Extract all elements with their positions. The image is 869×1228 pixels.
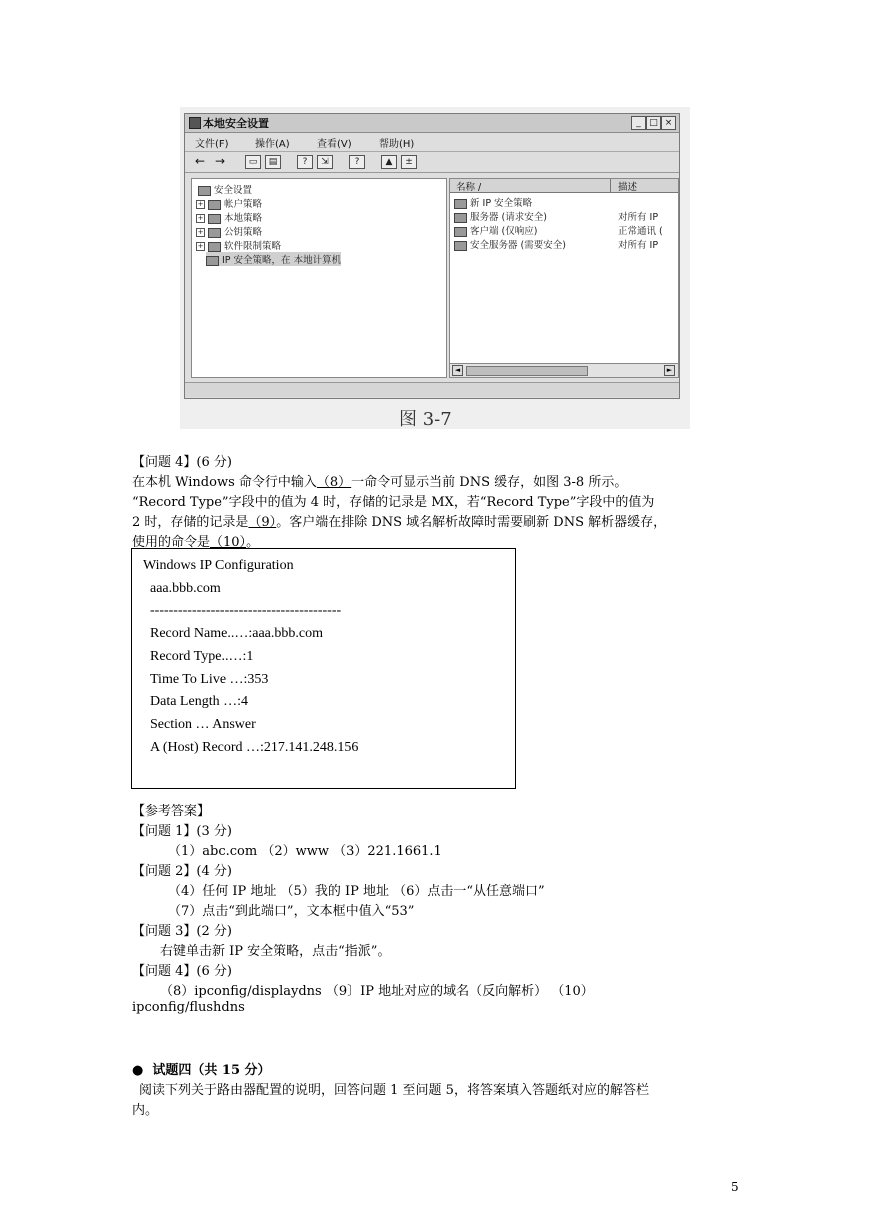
tree-item-ip-security[interactable]: IP 安全策略，在 本地计算机 <box>206 252 341 266</box>
q4-line-4: 使用的命令是（10）。 <box>132 535 260 550</box>
policy-icon <box>454 199 467 209</box>
section-heading <box>132 1059 271 1078</box>
policy-list-pane <box>449 178 679 378</box>
local-security-settings-window <box>184 113 680 399</box>
menu-file[interactable]: 文件(F) <box>195 139 229 150</box>
security-settings-icon <box>189 117 201 129</box>
answer-q2-heading: 【问题 2】(4 分) <box>132 864 232 879</box>
answer-q3-heading: 【问题 3】(2 分) <box>132 924 232 939</box>
menu-action[interactable]: 操作(A) <box>255 139 290 150</box>
section-text-line-2: 内。 <box>132 1103 159 1118</box>
add-policy-icon[interactable]: ▲ <box>381 155 397 169</box>
folder-icon <box>208 228 221 238</box>
dns-separator: ----------------------------------------- <box>150 603 342 618</box>
section-title: 试题四（共 15 分） <box>152 1063 271 1078</box>
column-divider[interactable] <box>610 179 611 192</box>
maximize-button[interactable]: □ <box>646 116 661 130</box>
show-tree-icon[interactable]: ▤ <box>265 155 281 169</box>
status-bar <box>185 382 679 397</box>
menu-help[interactable]: 帮助(H) <box>379 139 415 150</box>
toolbar <box>185 152 679 173</box>
answer-q4-line-1: （8）ipconfig/displaydns （9〕IP 地址对应的域名（反向解析） （10） <box>160 984 594 999</box>
folder-icon <box>208 200 221 210</box>
page-number: 5 <box>731 1180 739 1194</box>
dns-line: Data Length …:4 <box>150 694 248 709</box>
list-item-desc: 正常通讯 ( <box>618 226 663 237</box>
answer-q4-heading: 【问题 4】(6 分) <box>132 964 232 979</box>
list-item[interactable]: 安全服务器 (需要安全) <box>454 237 566 251</box>
up-folder-icon[interactable]: ▭ <box>245 155 261 169</box>
q4-line-2: “Record Type”字段中的值为 4 时，存储的记录是 MX，若“Record Type”字段中的值为 <box>132 495 655 510</box>
tree-root[interactable]: 安全设置 <box>198 182 252 196</box>
scroll-left-icon[interactable]: ◄ <box>452 365 463 376</box>
menu-view[interactable]: 查看(V) <box>317 139 352 150</box>
list-item[interactable]: 服务器 (请求安全) <box>454 209 547 223</box>
policy-icon <box>454 241 467 251</box>
dns-line: Record Name..…:aaa.bbb.com <box>150 626 323 641</box>
folder-icon <box>208 214 221 224</box>
dns-cache-output-box <box>131 548 516 789</box>
policy-icon <box>454 213 467 223</box>
scroll-right-icon[interactable]: ► <box>664 365 675 376</box>
answers-heading: 【参考答案】 <box>132 804 211 819</box>
window-titlebar <box>185 114 679 133</box>
list-item-desc: 对所有 IP <box>618 240 659 251</box>
policy-icon <box>454 227 467 237</box>
answer-q1-heading: 【问题 1】(3 分) <box>132 824 232 839</box>
expand-icon[interactable]: + <box>197 242 204 250</box>
answer-q4-line-2: ipconfig/flushdns <box>132 1000 245 1015</box>
tree-item-public-key-policy[interactable]: + 公钥策略 <box>197 227 263 238</box>
answer-q3: 右键单击新 IP 安全策略，点击“指派”。 <box>160 944 391 959</box>
menu-bar <box>185 133 679 152</box>
dns-line: Record Type..…:1 <box>150 649 254 664</box>
blank-8: （8） <box>316 475 352 490</box>
dns-line: Section … Answer <box>150 717 256 732</box>
column-description[interactable]: 描述 <box>618 182 638 193</box>
figure-caption: 图 3-7 <box>399 409 452 430</box>
q4-heading: 【问题 4】(6 分) <box>132 455 232 470</box>
help-icon[interactable]: ? <box>349 155 365 169</box>
tree-item-account-policy[interactable]: + 帐户策略 <box>197 199 263 210</box>
ip-security-icon <box>206 256 219 266</box>
dns-line: Windows IP Configuration <box>143 558 294 573</box>
export-icon[interactable]: ⇲ <box>317 155 333 169</box>
blank-9: （9） <box>248 515 277 530</box>
answer-q1: （1）abc.com （2）www （3）221.1661.1 <box>168 844 442 859</box>
bullet-icon: ● <box>132 1063 144 1078</box>
expand-icon[interactable]: + <box>197 214 204 222</box>
tree-pane <box>191 178 447 378</box>
tree-item-local-policy[interactable]: + 本地策略 <box>197 213 263 224</box>
manage-icon[interactable]: ± <box>401 155 417 169</box>
blank-10: （10） <box>210 535 247 550</box>
back-arrow-icon[interactable]: ← <box>195 154 206 168</box>
list-item[interactable]: 新 IP 安全策略 <box>454 195 532 209</box>
list-item[interactable]: 客户端 (仅响应) <box>454 223 537 237</box>
close-button[interactable]: × <box>661 116 676 130</box>
scroll-thumb[interactable] <box>466 366 588 376</box>
folder-icon <box>208 242 221 252</box>
answer-q2-line-1: （4）任何 IP 地址 （5）我的 IP 地址 （6）点击一“从任意端口” <box>168 884 545 899</box>
list-item-desc: 对所有 IP <box>618 212 659 223</box>
forward-arrow-icon[interactable]: → <box>215 154 226 168</box>
horizontal-scrollbar[interactable] <box>450 363 678 377</box>
dns-line: A (Host) Record …:217.141.248.156 <box>150 740 359 755</box>
expand-icon[interactable]: + <box>197 200 204 208</box>
figure-3-7 <box>180 107 690 429</box>
column-name[interactable]: 名称 / <box>456 182 482 193</box>
dns-line: aaa.bbb.com <box>150 581 221 596</box>
section-text-line-1: 阅读下列关于路由器配置的说明，回答问题 1 至问题 5，将答案填入答题纸对应的解答栏 <box>139 1083 649 1098</box>
window-title: 本地安全设置 <box>203 117 269 130</box>
tree-item-software-restriction[interactable]: + 软件限制策略 <box>197 241 282 252</box>
minimize-button[interactable]: _ <box>631 116 646 130</box>
expand-icon[interactable]: + <box>197 228 204 236</box>
dns-line: Time To Live …:353 <box>150 672 269 687</box>
shield-icon <box>198 186 211 196</box>
list-header <box>450 179 678 193</box>
q4-line-3: 2 时，存储的记录是（9）。客户端在排除 DNS 域名解析故障时需要刷新 DNS 解析器缓存， <box>132 515 667 530</box>
properties-icon[interactable]: ? <box>297 155 313 169</box>
q4-line-1: 在本机 Windows 命令行中输入（8）一命令可显示当前 DNS 缓存，如图 3-8 所示。 <box>132 475 628 490</box>
answer-q2-line-2: （7）点击“到此端口”，文本框中值入“53” <box>168 904 415 919</box>
